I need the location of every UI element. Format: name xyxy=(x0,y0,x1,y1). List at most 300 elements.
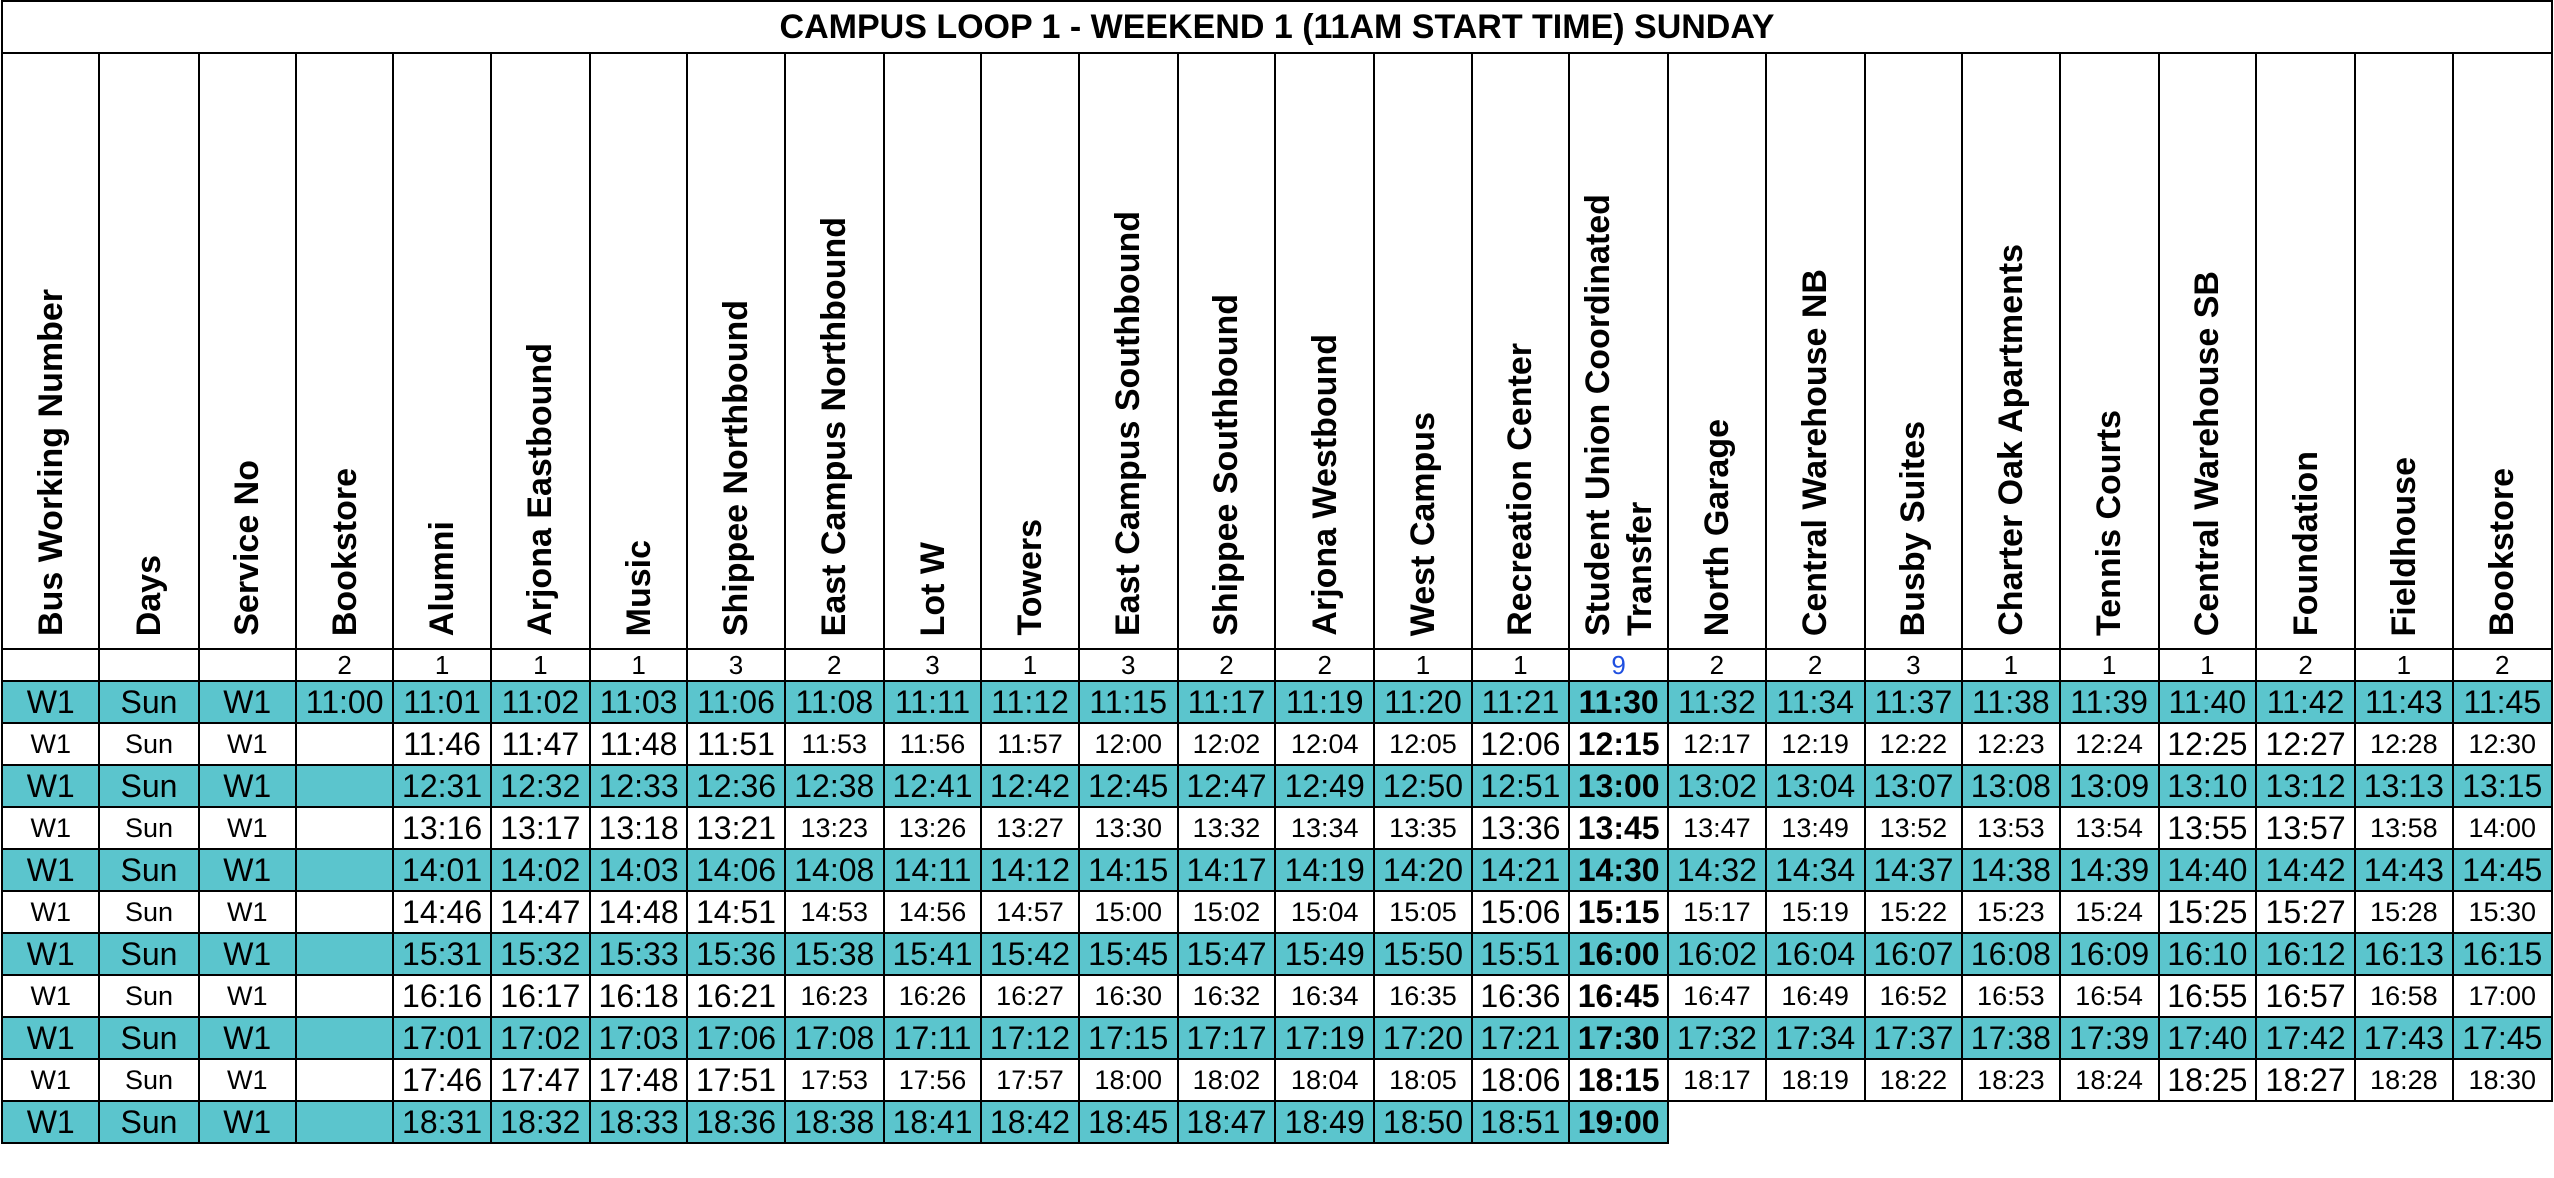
table-cell: Sun xyxy=(99,723,198,765)
table-cell: 12:45 xyxy=(1079,765,1178,807)
table-cell: 15:17 xyxy=(1668,891,1765,933)
column-header-north-garage xyxy=(1668,53,1765,649)
table-cell: 12:47 xyxy=(1178,765,1275,807)
table-cell: 15:15 xyxy=(1569,891,1668,933)
table-cell: 16:15 xyxy=(2453,933,2552,975)
table-cell: 11:15 xyxy=(1079,681,1178,723)
column-header-central-warehouse-nb xyxy=(1766,53,1865,649)
table-cell: 11:39 xyxy=(2060,681,2159,723)
table-cell: 17:45 xyxy=(2453,1017,2552,1059)
table-cell: 16:32 xyxy=(1178,975,1275,1017)
table-cell: 12:27 xyxy=(2256,723,2355,765)
table-cell: Sun xyxy=(99,1059,198,1101)
table-cell xyxy=(296,807,393,849)
table-cell: 13:16 xyxy=(393,807,490,849)
table-cell: 17:19 xyxy=(1275,1017,1374,1059)
column-header-service-no xyxy=(199,53,296,649)
table-cell: 15:31 xyxy=(393,933,490,975)
table-cell: W1 xyxy=(2,765,99,807)
table-cell: 18:42 xyxy=(981,1101,1078,1143)
table-cell: 11:37 xyxy=(1865,681,1962,723)
table-cell: 16:49 xyxy=(1766,975,1865,1017)
table-cell: 16:30 xyxy=(1079,975,1178,1017)
table-cell: 13:17 xyxy=(491,807,590,849)
table-cell: 15:36 xyxy=(687,933,784,975)
table-cell: 16:23 xyxy=(785,975,884,1017)
stop-count-cell: 1 xyxy=(981,649,1078,681)
table-cell xyxy=(296,891,393,933)
table-cell: 13:47 xyxy=(1668,807,1765,849)
table-cell: 12:33 xyxy=(590,765,687,807)
table-cell: W1 xyxy=(199,1017,296,1059)
column-header-music xyxy=(590,53,687,649)
table-cell: 14:06 xyxy=(687,849,784,891)
table-row xyxy=(2,765,2552,807)
column-header-busby-suites xyxy=(1865,53,1962,649)
table-cell: 17:17 xyxy=(1178,1017,1275,1059)
table-cell: 17:37 xyxy=(1865,1017,1962,1059)
table-cell: 14:01 xyxy=(393,849,490,891)
table-cell: 12:50 xyxy=(1374,765,1471,807)
table-cell: 18:38 xyxy=(785,1101,884,1143)
table-cell: 13:32 xyxy=(1178,807,1275,849)
table-cell: 12:00 xyxy=(1079,723,1178,765)
table-cell: 14:03 xyxy=(590,849,687,891)
column-header-label: Arjona Westbound xyxy=(1305,334,1344,636)
table-cell: 12:05 xyxy=(1374,723,1471,765)
column-header-east-campus-southbound xyxy=(1079,53,1178,649)
table-cell: 11:06 xyxy=(687,681,784,723)
table-cell: 14:19 xyxy=(1275,849,1374,891)
column-header-label: Charter Oak Apartments xyxy=(1991,244,2030,636)
column-header-label: West Campus xyxy=(1403,411,1442,636)
table-cell: 14:47 xyxy=(491,891,590,933)
table-cell xyxy=(2159,1101,2256,1143)
table-cell: W1 xyxy=(2,807,99,849)
table-cell: 18:49 xyxy=(1275,1101,1374,1143)
column-header-label: Fieldhouse xyxy=(2384,456,2423,636)
table-cell: 18:00 xyxy=(1079,1059,1178,1101)
table-cell xyxy=(296,933,393,975)
table-cell: 18:27 xyxy=(2256,1059,2355,1101)
table-cell: W1 xyxy=(2,723,99,765)
table-cell: 13:53 xyxy=(1962,807,2059,849)
table-cell: 15:27 xyxy=(2256,891,2355,933)
table-cell: 16:57 xyxy=(2256,975,2355,1017)
table-cell: 17:51 xyxy=(687,1059,784,1101)
table-cell: 16:55 xyxy=(2159,975,2256,1017)
table-cell: 18:51 xyxy=(1472,1101,1569,1143)
column-header-days xyxy=(99,53,198,649)
table-cell: 17:06 xyxy=(687,1017,784,1059)
table-cell: 15:30 xyxy=(2453,891,2552,933)
table-row xyxy=(2,849,2552,891)
table-cell: 14:30 xyxy=(1569,849,1668,891)
table-cell: 12:42 xyxy=(981,765,1078,807)
table-cell: 12:28 xyxy=(2355,723,2452,765)
table-cell: 16:08 xyxy=(1962,933,2059,975)
stop-count-cell: 2 xyxy=(2453,649,2552,681)
table-cell: W1 xyxy=(2,1059,99,1101)
table-cell: 18:36 xyxy=(687,1101,784,1143)
table-cell: 15:24 xyxy=(2060,891,2159,933)
table-cell: W1 xyxy=(199,1101,296,1143)
column-header-label: Central Warehouse NB xyxy=(1796,268,1835,636)
column-header-shippee-northbound xyxy=(687,53,784,649)
table-cell: 14:15 xyxy=(1079,849,1178,891)
column-header-label: East Campus Northbound xyxy=(815,216,854,636)
table-cell: 16:21 xyxy=(687,975,784,1017)
table-cell: W1 xyxy=(199,723,296,765)
table-cell: Sun xyxy=(99,1101,198,1143)
table-cell: 18:04 xyxy=(1275,1059,1374,1101)
column-header-label: Lot W xyxy=(913,541,952,636)
table-cell: 17:40 xyxy=(2159,1017,2256,1059)
table-cell xyxy=(2060,1101,2159,1143)
table-cell: 16:09 xyxy=(2060,933,2159,975)
column-header-fieldhouse xyxy=(2355,53,2452,649)
table-cell: 13:09 xyxy=(2060,765,2159,807)
table-cell: 18:30 xyxy=(2453,1059,2552,1101)
table-cell: 16:13 xyxy=(2355,933,2452,975)
table-cell: 13:54 xyxy=(2060,807,2159,849)
table-cell: 12:31 xyxy=(393,765,490,807)
table-cell: 12:51 xyxy=(1472,765,1569,807)
table-cell: 18:45 xyxy=(1079,1101,1178,1143)
table-cell: 11:08 xyxy=(785,681,884,723)
stop-count-cell: 3 xyxy=(687,649,784,681)
stop-count-cell: 2 xyxy=(1668,649,1765,681)
table-cell: 12:41 xyxy=(884,765,981,807)
table-cell xyxy=(296,723,393,765)
table-cell: 14:39 xyxy=(2060,849,2159,891)
table-cell: 16:54 xyxy=(2060,975,2159,1017)
column-header-row xyxy=(2,53,2552,649)
table-cell: 17:32 xyxy=(1668,1017,1765,1059)
table-cell: 13:36 xyxy=(1472,807,1569,849)
table-cell: 15:02 xyxy=(1178,891,1275,933)
table-cell: 15:49 xyxy=(1275,933,1374,975)
table-cell: W1 xyxy=(199,765,296,807)
table-row xyxy=(2,681,2552,723)
table-cell: W1 xyxy=(199,891,296,933)
stop-count-cell: 1 xyxy=(2355,649,2452,681)
stop-count-cell xyxy=(2,649,99,681)
stop-count-cell: 1 xyxy=(1374,649,1471,681)
table-cell: 18:31 xyxy=(393,1101,490,1143)
table-cell: 12:04 xyxy=(1275,723,1374,765)
table-cell: 16:45 xyxy=(1569,975,1668,1017)
table-cell: 13:34 xyxy=(1275,807,1374,849)
table-cell: 13:23 xyxy=(785,807,884,849)
column-header-towers xyxy=(981,53,1078,649)
table-cell: 13:18 xyxy=(590,807,687,849)
table-cell: 16:34 xyxy=(1275,975,1374,1017)
table-cell: 17:08 xyxy=(785,1017,884,1059)
table-cell xyxy=(296,1017,393,1059)
stop-count-cell: 3 xyxy=(1079,649,1178,681)
column-header-west-campus xyxy=(1374,53,1471,649)
table-cell: 18:41 xyxy=(884,1101,981,1143)
table-cell: 11:48 xyxy=(590,723,687,765)
table-cell: 18:05 xyxy=(1374,1059,1471,1101)
table-cell: 12:22 xyxy=(1865,723,1962,765)
column-header-label: Days xyxy=(129,554,168,636)
table-cell: 13:26 xyxy=(884,807,981,849)
table-cell: Sun xyxy=(99,933,198,975)
table-cell: 18:25 xyxy=(2159,1059,2256,1101)
table-row xyxy=(2,1059,2552,1101)
table-cell: 13:49 xyxy=(1766,807,1865,849)
table-cell: 13:04 xyxy=(1766,765,1865,807)
table-cell xyxy=(1865,1101,1962,1143)
stop-count-cell: 2 xyxy=(2256,649,2355,681)
column-header-student-union-coordinated-transfer xyxy=(1569,53,1668,649)
table-cell: 17:57 xyxy=(981,1059,1078,1101)
table-cell: 14:45 xyxy=(2453,849,2552,891)
table-cell: W1 xyxy=(2,681,99,723)
table-cell: 16:10 xyxy=(2159,933,2256,975)
table-cell: W1 xyxy=(2,975,99,1017)
table-cell: 12:23 xyxy=(1962,723,2059,765)
stop-count-cell: 9 xyxy=(1569,649,1668,681)
table-row xyxy=(2,975,2552,1017)
table-cell: 15:51 xyxy=(1472,933,1569,975)
table-cell xyxy=(2256,1101,2355,1143)
table-cell: 17:02 xyxy=(491,1017,590,1059)
table-cell: 15:22 xyxy=(1865,891,1962,933)
stop-count-cell: 2 xyxy=(1766,649,1865,681)
table-cell: W1 xyxy=(199,933,296,975)
table-cell: 14:20 xyxy=(1374,849,1471,891)
table-cell: 16:47 xyxy=(1668,975,1765,1017)
table-cell: 16:27 xyxy=(981,975,1078,1017)
table-cell: 15:33 xyxy=(590,933,687,975)
table-cell: 11:42 xyxy=(2256,681,2355,723)
table-cell: 16:18 xyxy=(590,975,687,1017)
table-cell: 18:47 xyxy=(1178,1101,1275,1143)
table-cell: 12:17 xyxy=(1668,723,1765,765)
table-cell: 12:38 xyxy=(785,765,884,807)
table-cell: 11:11 xyxy=(884,681,981,723)
column-header-label: Student Union Coordinated Transfer xyxy=(1578,194,1659,636)
table-cell: 17:46 xyxy=(393,1059,490,1101)
table-cell: 14:42 xyxy=(2256,849,2355,891)
table-cell: 18:19 xyxy=(1766,1059,1865,1101)
table-cell: 13:02 xyxy=(1668,765,1765,807)
column-header-central-warehouse-sb xyxy=(2159,53,2256,649)
table-cell: 13:12 xyxy=(2256,765,2355,807)
table-cell xyxy=(2355,1101,2452,1143)
column-header-label: Service No xyxy=(228,460,267,636)
table-cell: W1 xyxy=(2,1017,99,1059)
column-header-alumni xyxy=(393,53,490,649)
column-header-label: Alumni xyxy=(423,520,462,636)
column-header-label: North Garage xyxy=(1697,418,1736,636)
table-row xyxy=(2,891,2552,933)
column-header-lot-w xyxy=(884,53,981,649)
table-cell: 13:27 xyxy=(981,807,1078,849)
table-cell: 16:53 xyxy=(1962,975,2059,1017)
table-cell: W1 xyxy=(199,975,296,1017)
column-header-label: Foundation xyxy=(2286,450,2325,636)
table-cell: 14:08 xyxy=(785,849,884,891)
table-cell: 13:07 xyxy=(1865,765,1962,807)
stop-count-cell: 1 xyxy=(2060,649,2159,681)
table-cell: 16:36 xyxy=(1472,975,1569,1017)
table-cell: 16:35 xyxy=(1374,975,1471,1017)
table-cell: 17:39 xyxy=(2060,1017,2159,1059)
table-cell: 17:47 xyxy=(491,1059,590,1101)
column-header-east-campus-northbound xyxy=(785,53,884,649)
column-header-charter-oak-apartments xyxy=(1962,53,2059,649)
table-cell: 11:20 xyxy=(1374,681,1471,723)
stop-count-cell: 1 xyxy=(2159,649,2256,681)
column-header-label: Music xyxy=(619,539,658,636)
stop-count-cell: 1 xyxy=(590,649,687,681)
table-cell: Sun xyxy=(99,975,198,1017)
table-cell: 13:08 xyxy=(1962,765,2059,807)
table-cell: 13:57 xyxy=(2256,807,2355,849)
table-cell: 16:52 xyxy=(1865,975,1962,1017)
column-header-label: Recreation Center xyxy=(1501,343,1540,636)
table-cell: 18:06 xyxy=(1472,1059,1569,1101)
table-cell: 14:34 xyxy=(1766,849,1865,891)
stop-count-cell: 2 xyxy=(296,649,393,681)
table-cell: 15:06 xyxy=(1472,891,1569,933)
table-cell: 17:21 xyxy=(1472,1017,1569,1059)
table-cell: 15:47 xyxy=(1178,933,1275,975)
table-title: CAMPUS LOOP 1 - WEEKEND 1 (11AM START TIME) SUNDAY xyxy=(2,1,2552,53)
table-cell: 16:00 xyxy=(1569,933,1668,975)
table-cell: 16:04 xyxy=(1766,933,1865,975)
table-row xyxy=(2,1017,2552,1059)
table-cell: 15:23 xyxy=(1962,891,2059,933)
stop-count-cell: 3 xyxy=(1865,649,1962,681)
table-cell: 13:58 xyxy=(2355,807,2452,849)
table-cell: 12:30 xyxy=(2453,723,2552,765)
table-cell: 11:03 xyxy=(590,681,687,723)
table-cell: 19:00 xyxy=(1569,1101,1668,1143)
table-cell: 12:25 xyxy=(2159,723,2256,765)
table-cell: 12:15 xyxy=(1569,723,1668,765)
stop-count-cell: 2 xyxy=(1178,649,1275,681)
column-header-label: Tennis Courts xyxy=(2090,409,2129,636)
column-header-label: Bookstore xyxy=(2483,467,2522,636)
table-cell: 16:58 xyxy=(2355,975,2452,1017)
table-cell: 16:26 xyxy=(884,975,981,1017)
table-cell xyxy=(296,1101,393,1143)
table-cell: 18:02 xyxy=(1178,1059,1275,1101)
table-cell: 14:00 xyxy=(2453,807,2552,849)
table-cell: 11:40 xyxy=(2159,681,2256,723)
table-cell: 12:49 xyxy=(1275,765,1374,807)
table-cell: 17:38 xyxy=(1962,1017,2059,1059)
table-cell xyxy=(296,849,393,891)
table-cell: 18:22 xyxy=(1865,1059,1962,1101)
column-header-label: Towers xyxy=(1010,519,1049,636)
table-cell: 11:56 xyxy=(884,723,981,765)
table-cell: W1 xyxy=(199,1059,296,1101)
table-cell: 15:05 xyxy=(1374,891,1471,933)
table-cell: 17:30 xyxy=(1569,1017,1668,1059)
column-header-arjona-westbound xyxy=(1275,53,1374,649)
table-cell: 11:51 xyxy=(687,723,784,765)
table-cell: 17:00 xyxy=(2453,975,2552,1017)
table-cell: 14:56 xyxy=(884,891,981,933)
table-cell: 17:12 xyxy=(981,1017,1078,1059)
column-header-recreation-center xyxy=(1472,53,1569,649)
table-cell: 18:50 xyxy=(1374,1101,1471,1143)
table-cell: 18:32 xyxy=(491,1101,590,1143)
table-cell: W1 xyxy=(2,891,99,933)
table-cell: 13:13 xyxy=(2355,765,2452,807)
table-cell: 14:21 xyxy=(1472,849,1569,891)
table-cell: 11:21 xyxy=(1472,681,1569,723)
table-cell: 17:11 xyxy=(884,1017,981,1059)
table-row xyxy=(2,933,2552,975)
table-cell: Sun xyxy=(99,681,198,723)
table-cell xyxy=(296,975,393,1017)
table-cell: W1 xyxy=(2,1101,99,1143)
table-cell: 12:24 xyxy=(2060,723,2159,765)
table-cell: 18:23 xyxy=(1962,1059,2059,1101)
table-cell: 11:53 xyxy=(785,723,884,765)
table-cell: 11:12 xyxy=(981,681,1078,723)
column-header-label: Bookstore xyxy=(325,467,364,636)
stop-count-cell: 1 xyxy=(1962,649,2059,681)
table-cell: 16:02 xyxy=(1668,933,1765,975)
table-cell: 17:34 xyxy=(1766,1017,1865,1059)
table-cell: 14:43 xyxy=(2355,849,2452,891)
table-cell: 15:32 xyxy=(491,933,590,975)
table-cell: 11:34 xyxy=(1766,681,1865,723)
table-cell: 15:41 xyxy=(884,933,981,975)
table-cell: 14:46 xyxy=(393,891,490,933)
stop-count-cell: 3 xyxy=(884,649,981,681)
table-cell: 14:32 xyxy=(1668,849,1765,891)
table-cell: Sun xyxy=(99,807,198,849)
table-cell: 13:30 xyxy=(1079,807,1178,849)
column-header-label: Bus Working Number xyxy=(31,289,70,636)
table-cell: 11:17 xyxy=(1178,681,1275,723)
column-header-shippee-southbound xyxy=(1178,53,1275,649)
column-header-label: Shippee Northbound xyxy=(717,299,756,636)
table-cell: 11:30 xyxy=(1569,681,1668,723)
stop-count-cell: 1 xyxy=(491,649,590,681)
table-cell: 18:28 xyxy=(2355,1059,2452,1101)
column-header-bus-working-number xyxy=(2,53,99,649)
table-cell: 13:45 xyxy=(1569,807,1668,849)
column-header-label: Shippee Southbound xyxy=(1207,294,1246,636)
stop-count-cell: 2 xyxy=(785,649,884,681)
table-cell: 16:16 xyxy=(393,975,490,1017)
table-cell: 11:45 xyxy=(2453,681,2552,723)
table-cell: 13:52 xyxy=(1865,807,1962,849)
table-cell: 18:33 xyxy=(590,1101,687,1143)
table-cell: 11:00 xyxy=(296,681,393,723)
schedule-body xyxy=(2,681,2552,1143)
stop-count-cell xyxy=(199,649,296,681)
table-cell: 13:35 xyxy=(1374,807,1471,849)
table-cell: 11:46 xyxy=(393,723,490,765)
table-cell: 18:17 xyxy=(1668,1059,1765,1101)
table-cell: 15:50 xyxy=(1374,933,1471,975)
table-cell xyxy=(1668,1101,1765,1143)
table-cell: W1 xyxy=(2,849,99,891)
table-cell: W1 xyxy=(2,933,99,975)
table-cell: Sun xyxy=(99,891,198,933)
